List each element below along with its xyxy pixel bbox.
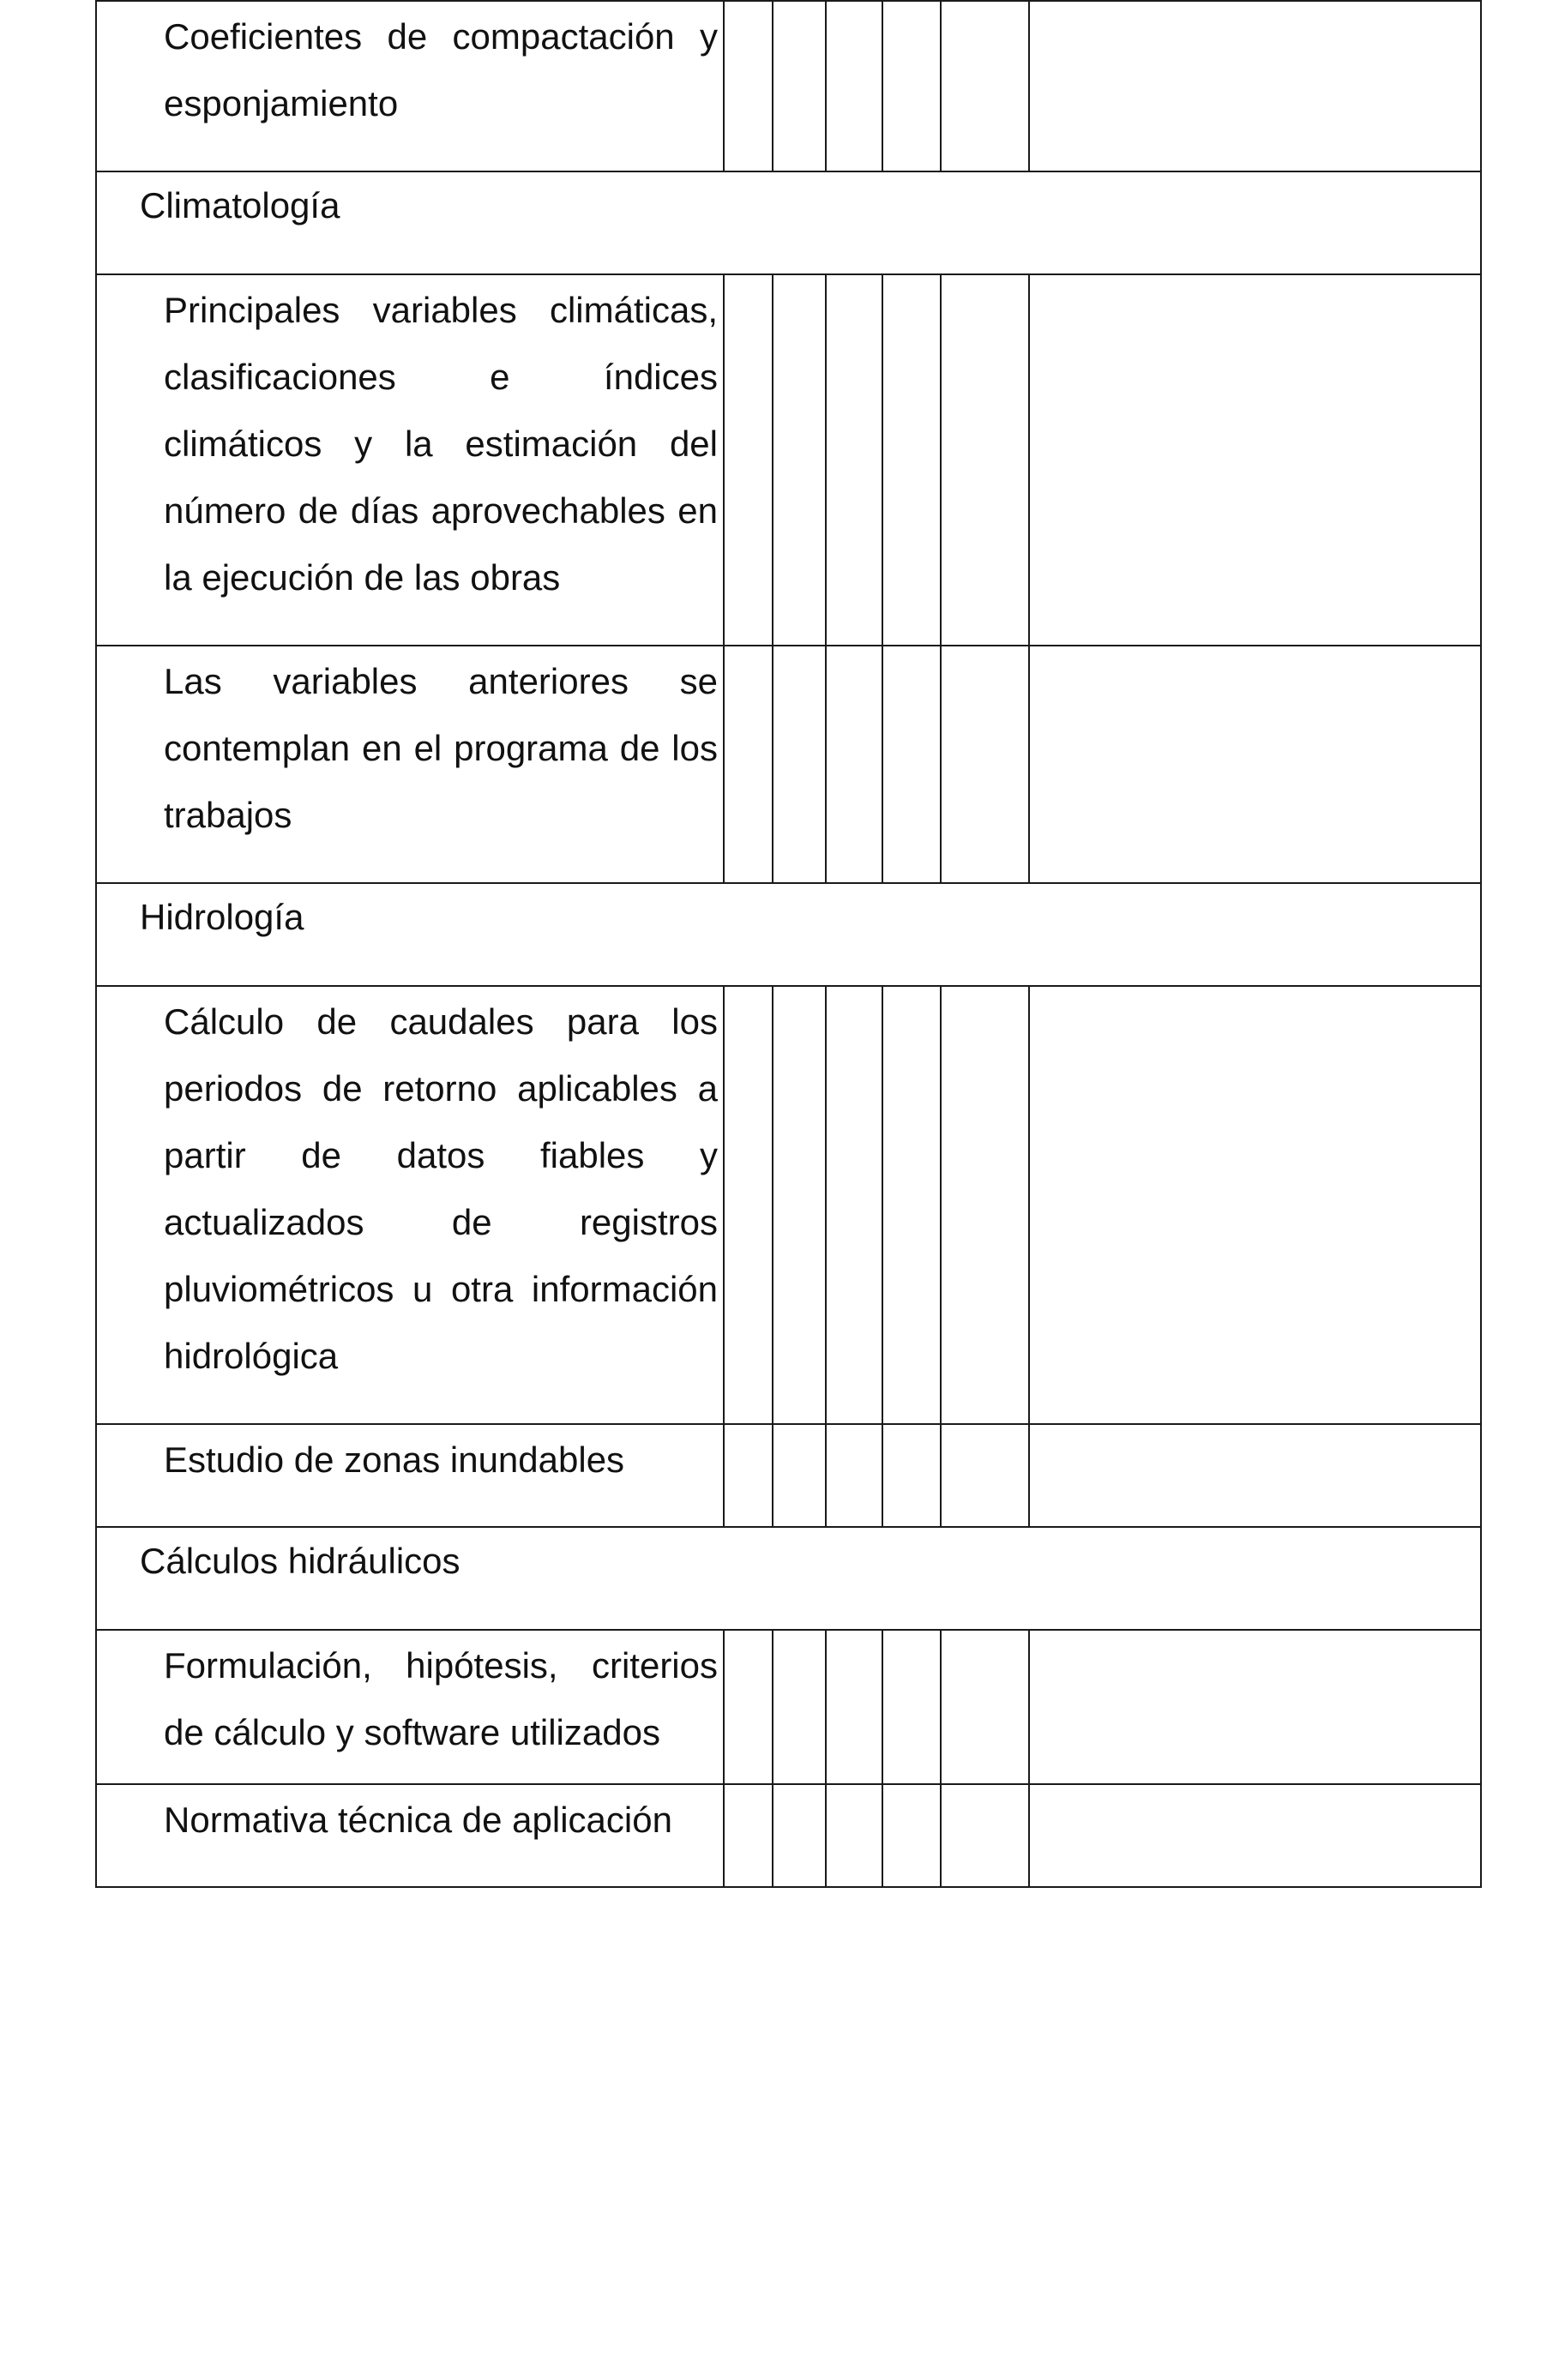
section-header-cell [96, 883, 1481, 986]
criterion-text: Cálculo de caudales para los periodos de retorno aplicables a partir de datos fiables y actualizados de registros pluviométricos u otra información hidrológica [164, 1001, 718, 1376]
check-cell-2[interactable] [773, 1424, 826, 1527]
observations-cell[interactable] [1029, 274, 1481, 646]
check-cell-1[interactable] [724, 986, 773, 1424]
criterion-text: Coeficientes de compactación y esponjamiento [164, 16, 718, 123]
criterion-cell [96, 1630, 724, 1784]
criterion-text: Formulación, hipótesis, criterios de cálculo y software utilizados [164, 1645, 718, 1752]
observations-cell[interactable] [1029, 1, 1481, 171]
check-cell-5[interactable] [941, 1784, 1029, 1887]
criterion-cell [96, 1424, 724, 1527]
check-cell-3[interactable] [826, 1, 882, 171]
section-row [96, 883, 1481, 986]
check-cell-3[interactable] [826, 646, 882, 883]
table-row [96, 986, 1481, 1424]
criterion-cell [96, 274, 724, 646]
check-cell-1[interactable] [724, 646, 773, 883]
check-cell-4[interactable] [882, 1784, 941, 1887]
criterion-cell [96, 1, 724, 171]
check-cell-2[interactable] [773, 274, 826, 646]
check-cell-2[interactable] [773, 986, 826, 1424]
check-cell-4[interactable] [882, 986, 941, 1424]
criterion-text: Normativa técnica de aplicación [164, 1800, 672, 1840]
section-row [96, 1527, 1481, 1630]
observations-cell[interactable] [1029, 986, 1481, 1424]
observations-cell[interactable] [1029, 646, 1481, 883]
check-cell-2[interactable] [773, 1, 826, 171]
check-cell-2[interactable] [773, 1784, 826, 1887]
check-cell-5[interactable] [941, 1630, 1029, 1784]
check-cell-5[interactable] [941, 274, 1029, 646]
check-cell-1[interactable] [724, 1630, 773, 1784]
criterion-cell [96, 646, 724, 883]
criterion-text: Principales variables climáticas, clasificaciones e índices climáticos y la estimación del número de días aprovechables en la ejecución de las obras [164, 290, 718, 598]
section-title: Climatología [140, 185, 340, 225]
section-title: Cálculos hidráulicos [140, 1541, 460, 1581]
observations-cell[interactable] [1029, 1424, 1481, 1527]
check-cell-5[interactable] [941, 646, 1029, 883]
check-cell-4[interactable] [882, 646, 941, 883]
review-checklist-table [95, 0, 1482, 1888]
check-cell-5[interactable] [941, 986, 1029, 1424]
observations-cell[interactable] [1029, 1630, 1481, 1784]
observations-cell[interactable] [1029, 1784, 1481, 1887]
table-row [96, 1784, 1481, 1887]
check-cell-3[interactable] [826, 1424, 882, 1527]
check-cell-1[interactable] [724, 274, 773, 646]
criterion-cell [96, 1784, 724, 1887]
section-row [96, 171, 1481, 274]
check-cell-1[interactable] [724, 1424, 773, 1527]
section-header-cell [96, 1527, 1481, 1630]
check-cell-5[interactable] [941, 1, 1029, 171]
check-cell-4[interactable] [882, 1424, 941, 1527]
check-cell-4[interactable] [882, 1630, 941, 1784]
check-cell-3[interactable] [826, 274, 882, 646]
check-cell-4[interactable] [882, 1, 941, 171]
table-row [96, 274, 1481, 646]
criterion-cell [96, 986, 724, 1424]
check-cell-4[interactable] [882, 274, 941, 646]
check-cell-1[interactable] [724, 1, 773, 171]
check-cell-2[interactable] [773, 1630, 826, 1784]
check-cell-3[interactable] [826, 1784, 882, 1887]
table-row [96, 646, 1481, 883]
check-cell-5[interactable] [941, 1424, 1029, 1527]
criterion-text: Las variables anteriores se contemplan en el programa de los trabajos [164, 661, 718, 835]
check-cell-3[interactable] [826, 1630, 882, 1784]
check-cell-1[interactable] [724, 1784, 773, 1887]
criterion-text: Estudio de zonas inundables [164, 1439, 625, 1480]
table-row [96, 1424, 1481, 1527]
table-row [96, 1, 1481, 171]
check-cell-3[interactable] [826, 986, 882, 1424]
table-row [96, 1630, 1481, 1784]
section-header-cell [96, 171, 1481, 274]
section-title: Hidrología [140, 897, 304, 937]
check-cell-2[interactable] [773, 646, 826, 883]
